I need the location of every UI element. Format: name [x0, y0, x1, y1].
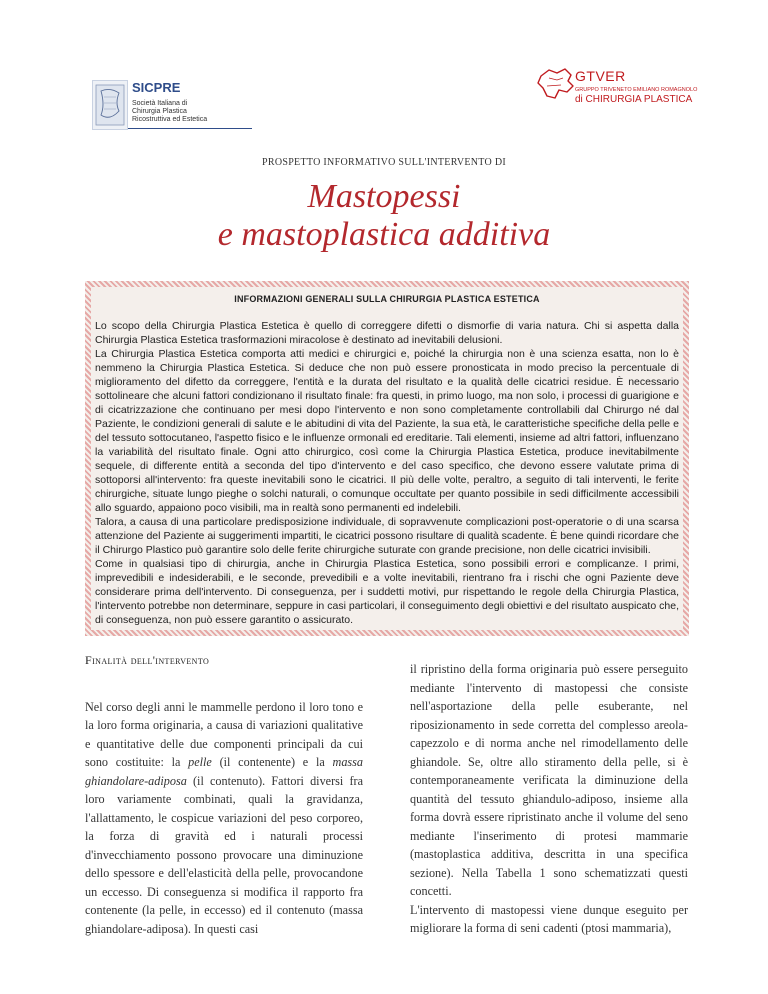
right-column [410, 660, 688, 938]
body-paragraph: L'intervento di mastopessi viene dunque eseguito per migliorare la forma di seni cadenti (ptosi mammaria), [410, 902, 688, 935]
document-title [0, 178, 768, 254]
info-paragraph: Lo scopo della Chirurgia Plastica Estetica è quello di correggere difetti o dismorfie di varia natura. Chi si aspetta dalla Chirurgia Plastica Estetica trasformazioni miracolose è destinato ad inevitabili delusioni. [95, 320, 679, 346]
gtver-name: GTVER [575, 68, 626, 84]
sicpre-emblem-icon [92, 80, 128, 130]
gtver-subtitle-2: di CHIRURGIA PLASTICA [575, 94, 693, 105]
body-paragraph: il ripristino della forma originaria può essere perseguito mediante l'intervento di mastopessi che consiste nell'asportazione della pelle esuberante, nel riposizionamento in sede corretta del complesso areola-capezzolo e di norma anche nel rimodellamento delle ghiandole. Se, oltre allo stiramento della pelle, si è contemporaneamente verificata la diminuzione della quantità del tessuto ghiandulo-adiposo, insieme alla forma dovrà essere ripristinato anche il volume del seno mediante l'inserimento di protesi mammarie (mastoplastica additiva, descritta in una specifica sezione). Nella Tabella 1 sono schematizzati questi concetti. [410, 662, 688, 898]
sicpre-name: SICPRE [132, 80, 181, 95]
general-info-box [85, 281, 689, 636]
left-column [85, 647, 363, 938]
body-paragraph: Nel corso degli anni le mammelle perdono il loro tono e la loro forma originaria, a causa di variazioni qualitative e quantitative delle due componenti principali da cui sono costituite: la pelle (il contenente) e la massa ghiandolare-adiposa (il contenuto). Fattori diversi fra loro variamente combinati, quali la gravidanza, l'allattamento, le cospicue variazioni del peso corporeo, la forza di gravità ed i naturali processi d'invecchiamento possono provocare una diminuzione dello spessore e dell'elasticità della pelle, provocandone un eccesso. Di conseguenza si modifica il rapporto fra contenente (la pelle, in eccesso) ed il contenuto (massa ghiandolare-adiposa). In questi casi [85, 699, 363, 936]
info-paragraph: Come in qualsiasi tipo di chirurgia, anche in Chirurgia Plastica Estetica, sono possibili errori e complicanze. I primi, imprevedibili e indesiderabili, e le seconde, prevedibili e a volte inevitabili, rientrano fra i rischi che ogni Paziente deve considerare prima dell'intervento. Di conseguenza, per i suddetti motivi, pur rispettando le regole della Chirurgia Plastica, l'intervento potrebbe non determinare, seppure in casi particolari, il conseguimento degli obiettivi e del risultato auspicato che, di conseguenza, non può essere garantito o assicurato. [95, 558, 679, 626]
info-box-body [95, 319, 679, 627]
sicpre-subtitle: Società Italiana di Chirurgia Plastica Ricostruttiva ed Estetica [132, 100, 208, 123]
emphasis-pelle: pelle [188, 755, 212, 769]
info-paragraph: La Chirurgia Plastica Estetica comporta atti medici e chirurgici e, poiché la chirurgia non è una scienza esatta, non lo è nemmeno la Chirurgia Plastica Estetica. Si deduce che non può essere pronosticata in modo preciso la percentuale di miglioramento del difetto da correggere, l'entità e la durata del risultato e la qualità delle cicatrici residue. È necessario sottolineare che alcuni fattori condizionano il risultato finale: fra questi, in primo luogo, ma non solo, i processi di guarigione e di cicatrizzazione che continuano per mesi dopo l'intervento e non sono completamente controllabili dal Chirurgo né dal Paziente, le condizioni generali di salute e le abitudini di vita del Paziente, la sua età, le caratteristiche specifiche della pelle e del tessuto sottocutaneo, l'aspetto fisico e le influenze ormonali ed ereditarie. Tali elementi, insieme ad altri fattori, influenzano la variabilità del risultato finale. Ogni atto chirurgico, così come la Chirurgia Plastica Estetica, produce inevitabilmente sequele, di differente entità a seconda del tipo d'intervento e del caso specifico, che devono essere valutate prima di sottoporsi all'intervento: fra queste inevitabili sono le cicatrici. Il più delle volte, peraltro, a seguito di tali interventi, le ferite chirurgiche, situate lungo pieghe o solchi naturali, o comunque occultate per quanto possibile in sedi difficilmente accessibili allo sguardo, appaiono poco visibili, ma in realtà sono permanenti ed indelebili. [95, 348, 679, 514]
document-kicker: PROSPETTO INFORMATIVO SULL'INTERVENTO DI [261, 157, 507, 168]
emphasis-massa: massa ghiandolare-adiposa [85, 755, 363, 788]
section-heading: Finalità dell'intervento [85, 653, 210, 667]
sicpre-logo [80, 60, 208, 130]
sicpre-rule [128, 128, 252, 129]
gtver-logo [535, 66, 698, 126]
info-paragraph: Talora, a causa di una particolare predisposizione individuale, di sopravvenute complicazioni post-operatorie o di una scarsa attenzione del Paziente ai suggerimenti impartiti, le cicatrici possono risultare di qualità scadente. È bene quindi ricordare che il Chirurgo Plastico può garantire solo delle ferite chirurgiche suturate con grande precisione, non delle cicatrici invisibili. [95, 516, 679, 556]
gtver-map-icon [535, 66, 577, 108]
gtver-subtitle-1: GRUPPO TRIVENETO EMILIANO ROMAGNOLO [575, 87, 698, 93]
title-line-2: e mastoplastica additiva [217, 216, 551, 253]
info-box-heading: INFORMAZIONI GENERALI SULLA CHIRURGIA PLASTICA ESTETICA [234, 294, 540, 304]
title-line-1: Mastopessi [307, 178, 461, 215]
